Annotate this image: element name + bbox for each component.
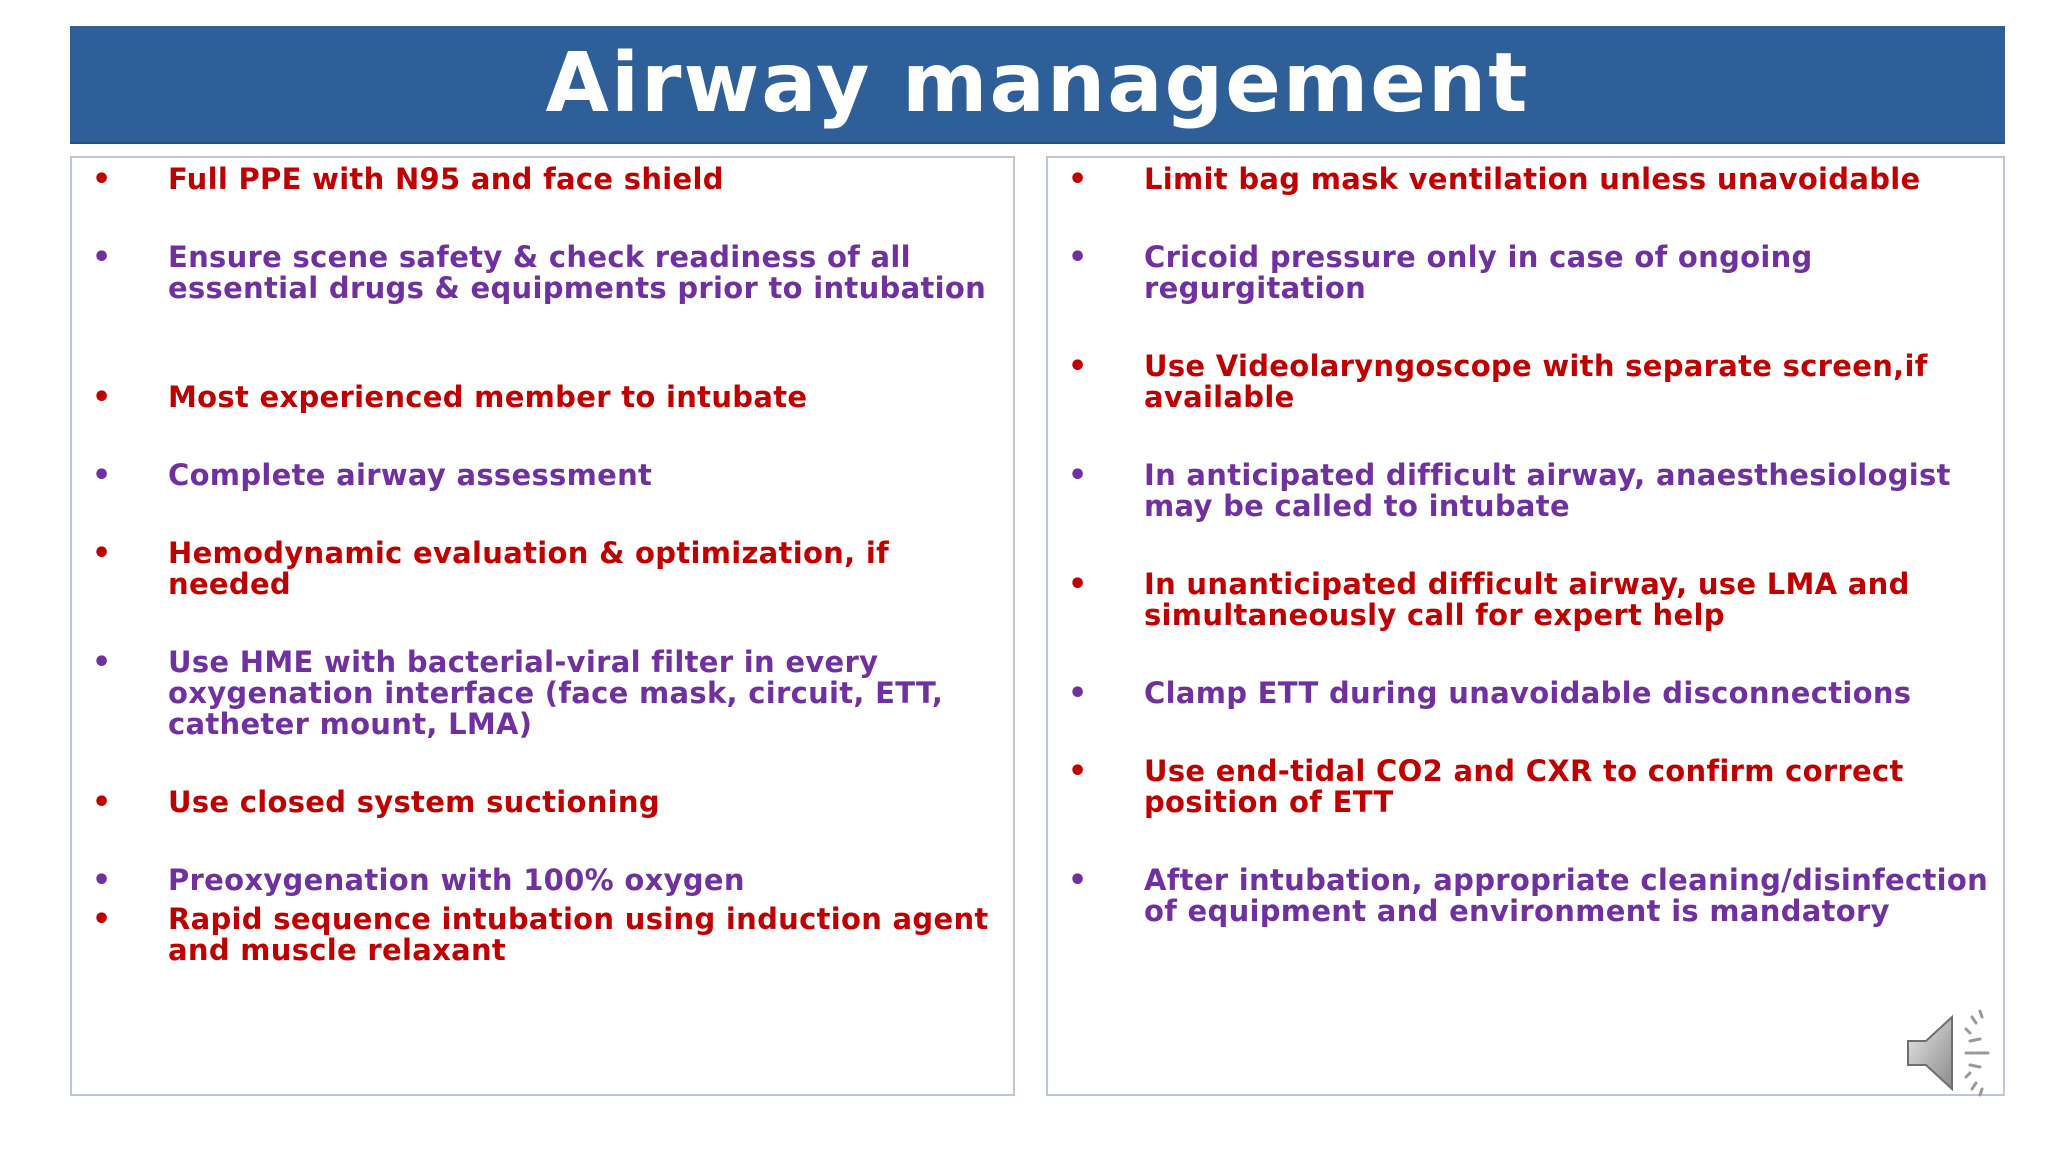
list-item-text: Clamp ETT during unavoidable disconnections — [1144, 676, 1912, 710]
list-item-text: Use closed system suctioning — [168, 785, 660, 819]
bullet-icon: • — [1068, 863, 1088, 898]
bullet-icon: • — [1068, 162, 1088, 197]
list-item-text: In anticipated difficult airway, anaesthesiologist may be called to intubate — [1144, 458, 1951, 523]
bullet-icon: • — [92, 458, 112, 493]
bullet-icon: • — [1068, 349, 1088, 384]
list-item-text: In unanticipated difficult airway, use LMA and simultaneously call for expert help — [1144, 567, 1910, 632]
bullet-icon: • — [1068, 676, 1088, 711]
list-item-text: Full PPE with N95 and face shield — [168, 162, 724, 196]
bullet-icon: • — [92, 863, 112, 898]
bullet-icon: • — [1068, 240, 1088, 275]
list-item-text: Complete airway assessment — [168, 458, 653, 492]
title-bar — [70, 26, 2005, 144]
right-panel — [1046, 156, 2005, 1096]
bullet-icon: • — [92, 902, 112, 937]
list-item-text: Ensure scene safety & check readiness of all essential drugs & equipments prior to intubation — [168, 240, 987, 305]
speaker-icon[interactable] — [1900, 1003, 2010, 1103]
bullet-icon: • — [1068, 567, 1088, 602]
bullet-icon: • — [1068, 754, 1088, 789]
list-item-text: Most experienced member to intubate — [168, 380, 808, 414]
bullet-icon: • — [92, 162, 112, 197]
list-item-text: Preoxygenation with 100% oxygen — [168, 863, 745, 897]
list-item-text: Use HME with bacterial-viral filter in every oxygenation interface (face mask, circuit, ETT, catheter mount, LMA) — [168, 645, 944, 741]
list-item-text: Use Videolaryngoscope with separate screen,if available — [1144, 349, 1928, 414]
bullet-icon: • — [1068, 458, 1088, 493]
list-item-text: Use end-tidal CO2 and CXR to confirm correct position of ETT — [1144, 754, 1904, 819]
bullet-icon: • — [92, 380, 112, 415]
slide-title: Airway management — [545, 36, 1530, 131]
bullet-icon: • — [92, 785, 112, 820]
list-item-text: Hemodynamic evaluation & optimization, if needed — [168, 536, 889, 601]
list-item-text: Limit bag mask ventilation unless unavoidable — [1144, 162, 1921, 196]
list-item-text: Rapid sequence intubation using induction agent and muscle relaxant — [168, 902, 989, 967]
left-panel — [70, 156, 1015, 1096]
bullet-icon: • — [92, 536, 112, 571]
list-item-text: Cricoid pressure only in case of ongoing regurgitation — [1144, 240, 1813, 305]
bullet-icon: • — [92, 645, 112, 680]
bullet-icon: • — [92, 240, 112, 275]
list-item-text: After intubation, appropriate cleaning/disinfection of equipment and environment is mandatory — [1144, 863, 1989, 928]
